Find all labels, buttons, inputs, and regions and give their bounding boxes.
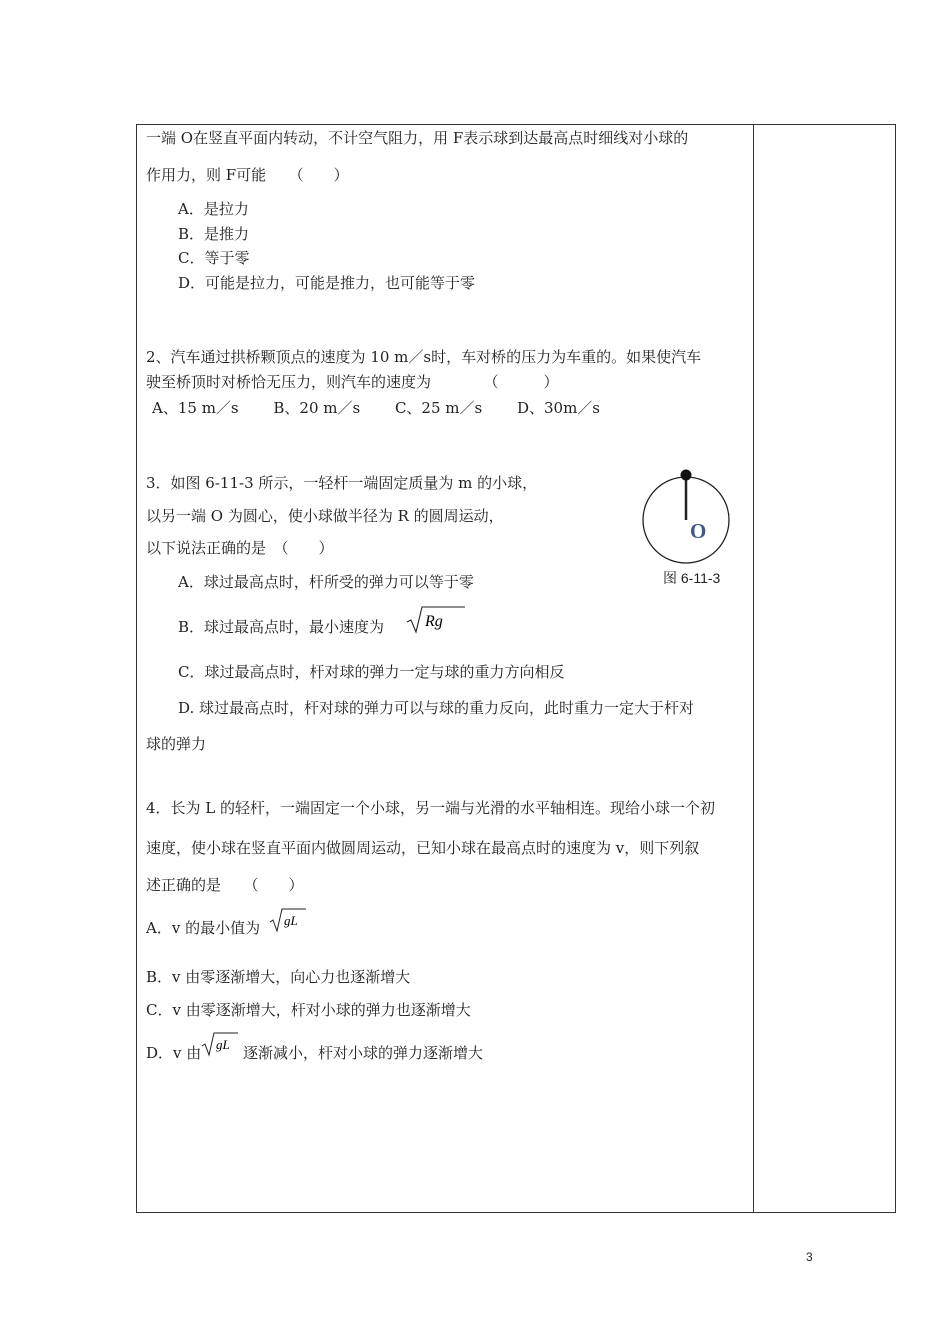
q3-option-d-line-2: 球的弹力: [146, 735, 207, 753]
q3-option-a: A．球过最高点时，杆所受的弹力可以等于零: [178, 573, 474, 591]
q2-options: A、15 m／s B、20 m／s C、25 m／s D、30m／s: [152, 399, 601, 417]
q2-line-1: 2、汽车通过拱桥颗顶点的速度为 10 m／s时，车对桥的压力为车重的。如果使汽车: [146, 348, 702, 366]
figure-caption: 图 6-11-3: [663, 570, 721, 586]
q3-line-3: 以下说法正确的是 （ ）: [146, 539, 334, 557]
q3-option-c: C．球过最高点时，杆对球的弹力一定与球的重力方向相反: [178, 663, 565, 681]
q1-option-b: B．是推力: [178, 225, 250, 243]
q3-option-b: B．球过最高点时，最小速度为: [178, 618, 385, 636]
q1-option-d: D．可能是拉力，可能是推力，也可能等于零: [178, 274, 476, 292]
q4-line-3: 述正确的是 （ ）: [146, 876, 304, 894]
q4-option-c: C．v 由零逐渐增大，杆对小球的弹力也逐渐增大: [146, 1001, 471, 1019]
q4-line-2: 速度，使小球在竖直平面内做圆周运动，已知小球在最高点时的速度为 v，则下列叙: [146, 839, 700, 857]
sqrt-gl-formula-a: [268, 906, 308, 934]
sqrt-gl-a-text: gL: [284, 913, 298, 928]
q3-option-d-line-1: D. 球过最高点时，杆对球的弹力可以与球的重力反向，此时重力一定大于杆对: [178, 699, 695, 717]
q4-line-1: 4．长为 L 的轻杆，一端固定一个小球，另一端与光滑的水平轴相连。现给小球一个初: [146, 799, 716, 817]
sqrt-rg-formula: [405, 604, 467, 636]
q4-option-a: A．v 的最小值为: [146, 919, 261, 937]
circle-figure: [636, 464, 736, 564]
q1-option-a: A．是拉力: [178, 200, 249, 218]
sqrt-gl-d-text: gL: [216, 1037, 230, 1052]
q4-option-b: B．v 由零逐渐增大，向心力也逐渐增大: [146, 968, 411, 986]
ball-dot: [681, 470, 692, 481]
q4-option-d-suffix: 逐渐减小，杆对小球的弹力逐渐增大: [243, 1044, 484, 1062]
page-number: 3: [806, 1250, 813, 1264]
q4-option-d-prefix: D．v 由: [146, 1044, 202, 1062]
q1-line-2: 作用力，则 F可能 （ ）: [146, 166, 349, 184]
sqrt-rg-text: Rg: [425, 613, 443, 630]
q2-line-2: 驶至桥顶时对桥恰无压力，则汽车的速度为 （ ）: [146, 373, 559, 391]
rod-circle-diagram: [636, 464, 736, 568]
q1-option-c: C．等于零: [178, 249, 250, 267]
sqrt-gl-formula-d: [200, 1030, 240, 1058]
center-o-label: O: [690, 519, 707, 543]
column-divider: [753, 124, 754, 1213]
q3-line-2: 以另一端 O 为圆心，使小球做半径为 R 的圆周运动，: [146, 507, 504, 525]
q1-line-1: 一端 O在竖直平面内转动，不计空气阻力，用 F表示球到达最高点时细线对小球的: [146, 129, 689, 147]
q3-line-1: 3．如图 6-11-3 所示，一轻杆一端固定质量为 m 的小球，: [146, 474, 538, 492]
